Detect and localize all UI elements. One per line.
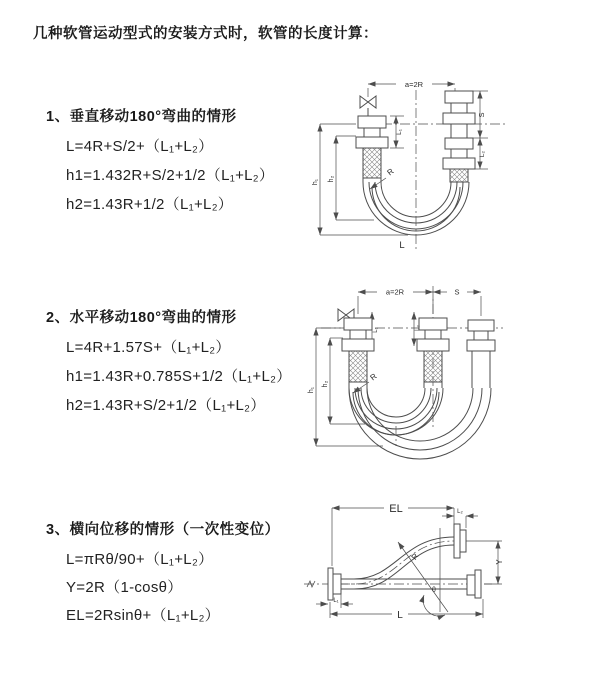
section-2-formula-h1: h1=1.43R+0.785S+1/2（L₁+L₂） [66,368,292,385]
section-3-formula-EL: EL=2Rsinθ+（L₁+L₂） [66,607,220,624]
dim-label-l1: L₁ [333,598,339,604]
diagram-lateral-displacement [296,496,600,646]
dim-label-l1: L₁ [396,129,403,135]
right-fitting-moved [467,320,495,388]
diagram-horizontal-180-bend [303,278,600,464]
dim-label-a2r: a=2R [404,80,424,89]
valve-icon [360,96,376,116]
upper-right-flange [454,524,466,558]
left-fitting [342,318,374,382]
section-3-formula-L: L=πRθ/90+（L₁+L₂） [66,551,214,568]
dim-label-s: S [454,287,460,297]
pipe-break-mark [307,581,315,587]
section-2-heading: 2、水平移动180°弯曲的情形 [46,310,237,326]
dim-label-theta: θ [432,587,436,594]
dim-label-h2: h₂ [328,175,335,183]
dim-label-r: R [385,166,396,178]
dim-label-h1: h₁ [312,178,319,186]
diagram-vertical-180-bend [312,72,597,256]
section-2-formula-h2: h2=1.43R+S/2+1/2（L₁+L₂） [66,397,266,414]
section-1-formula-L: L=4R+S/2+（L₁+L₂） [66,138,214,155]
dim-label-a2r: a=2R [385,287,405,297]
dim-label-l2: L₂ [415,325,421,331]
section-1-formula-h1: h1=1.432R+S/2+1/2（L₁+L₂） [66,167,275,184]
centerlines [321,286,503,446]
dim-label-s: S [477,112,486,118]
hoses [341,537,467,589]
section-3-heading: 3、横向位移的情形（一次性变位） [46,522,280,538]
left-flange [328,568,341,600]
section-1-heading: 1、垂直移动180°弯曲的情形 [46,109,237,125]
left-fitting [356,116,388,178]
dim-label-l1: L₁ [373,327,379,333]
right-fitting [443,91,475,182]
section-3-formula-Y: Y=2R（1-cosθ） [66,579,183,596]
section-2-formula-L: L=4R+1.57S+（L₁+L₂） [66,339,231,356]
hose-u-bends [349,382,491,459]
dim-label-h1: h₁ [308,386,315,394]
dim-label-r: R [368,371,379,383]
middle-fitting [417,318,449,382]
dim-label-el: EL [389,503,403,515]
dim-label-l2: L₂ [457,509,463,515]
dim-label-l: L [397,610,403,621]
right-flange-original [467,570,481,598]
dim-label-l2: L₂ [479,150,486,158]
page-title: 几种软管运动型式的安装方式时，软管的长度计算： [33,26,378,42]
section-1-formula-h2: h2=1.43R+1/2（L₁+L₂） [66,196,234,213]
dim-label-h2: h₂ [322,380,329,388]
dim-label-r: R [409,551,421,562]
dim-label-l: L [399,240,405,251]
dim-label-y: Y [495,559,504,565]
